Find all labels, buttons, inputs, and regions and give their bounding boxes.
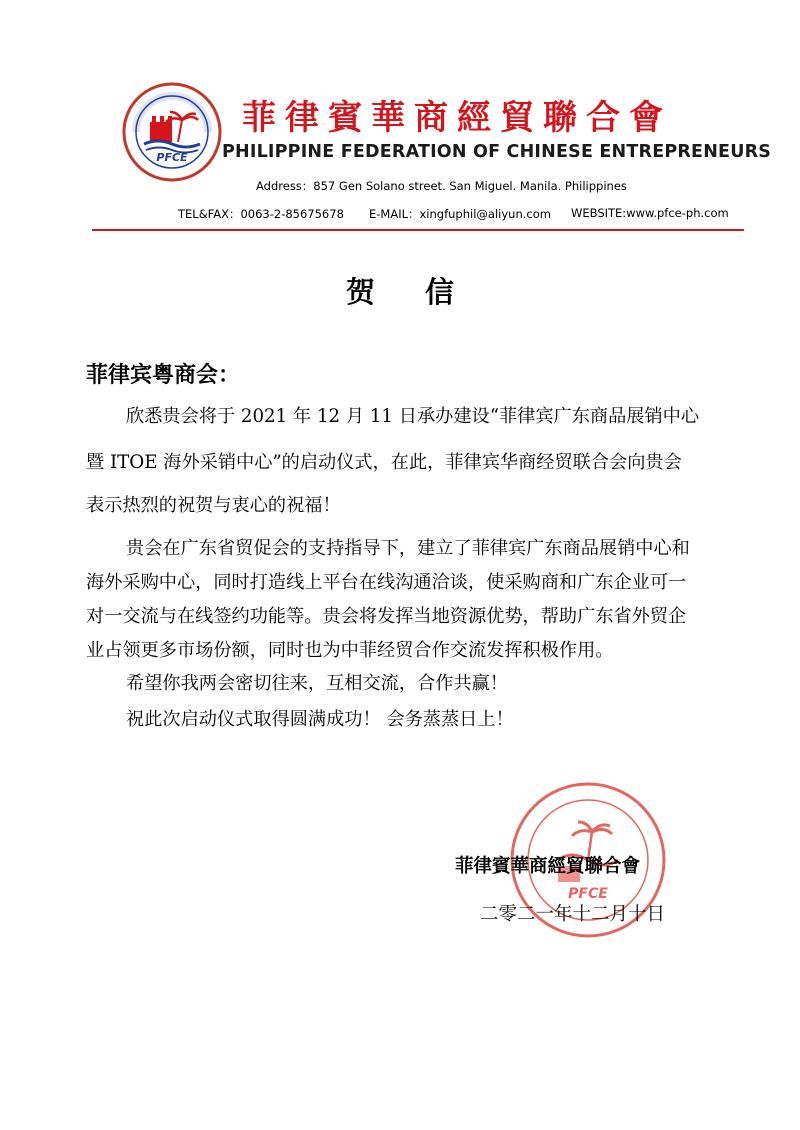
body-line: 海外采购中心，同时打造线上平台在线沟通洽谈，使采购商和广东企业可一 xyxy=(86,572,687,593)
pfce-logo xyxy=(122,82,222,182)
body-line: 祝此次启动仪式取得圆满成功！ 会务蒸蒸日上！ xyxy=(126,709,514,730)
salutation: 菲律宾粤商会： xyxy=(86,363,241,388)
tel-fax: TEL&FAX：0063-2-85675678 xyxy=(178,207,344,221)
seal-text: PFCE xyxy=(568,886,608,902)
body-line: 表示热烈的祝贺与衷心的祝福！ xyxy=(86,495,341,516)
body-line: 对一交流与在线签约功能等。贵会将发挥当地资源优势，帮助广东省外贸企 xyxy=(86,606,687,627)
org-name-english: PHILIPPINE FEDERATION OF CHINESE ENTREPRENEURS xyxy=(222,142,772,162)
org-name-chinese: 菲律賓華商經貿聯合會 xyxy=(242,98,672,138)
body-line: 希望你我两会密切往来，互相交流，合作共赢！ xyxy=(126,673,508,694)
body-line: 暨 ITOE 海外采销中心”的启动仪式，在此，菲律宾华商经贸联合会向贵会 xyxy=(86,452,682,473)
logo-text: PFCE xyxy=(156,151,188,164)
header-divider xyxy=(92,229,744,231)
body-line: 贵会在广东省贸促会的支持指导下，建立了菲律宾广东商品展销中心和 xyxy=(126,538,690,559)
signature-org: 菲律賓華商經貿聯合會 xyxy=(455,856,641,877)
body-line: 业占领更多市场份额，同时也为中菲经贸合作交流发挥积极作用。 xyxy=(86,640,614,661)
letter-title: 贺 信 xyxy=(345,275,475,309)
email: E-MAIL：xingfuphil@aliyun.com xyxy=(369,207,551,221)
body-line: 欣悉贵会将于 2021 年 12 月 11 日承办建设“菲律宾广东商品展销中心 xyxy=(126,406,700,427)
address: Address：857 Gen Solano street. San Miguel. Manila. Philippines xyxy=(256,179,627,193)
signature-date: 二零二一年十二月十日 xyxy=(480,904,666,925)
website: WEBSITE:www.pfce-ph.com xyxy=(571,206,729,220)
